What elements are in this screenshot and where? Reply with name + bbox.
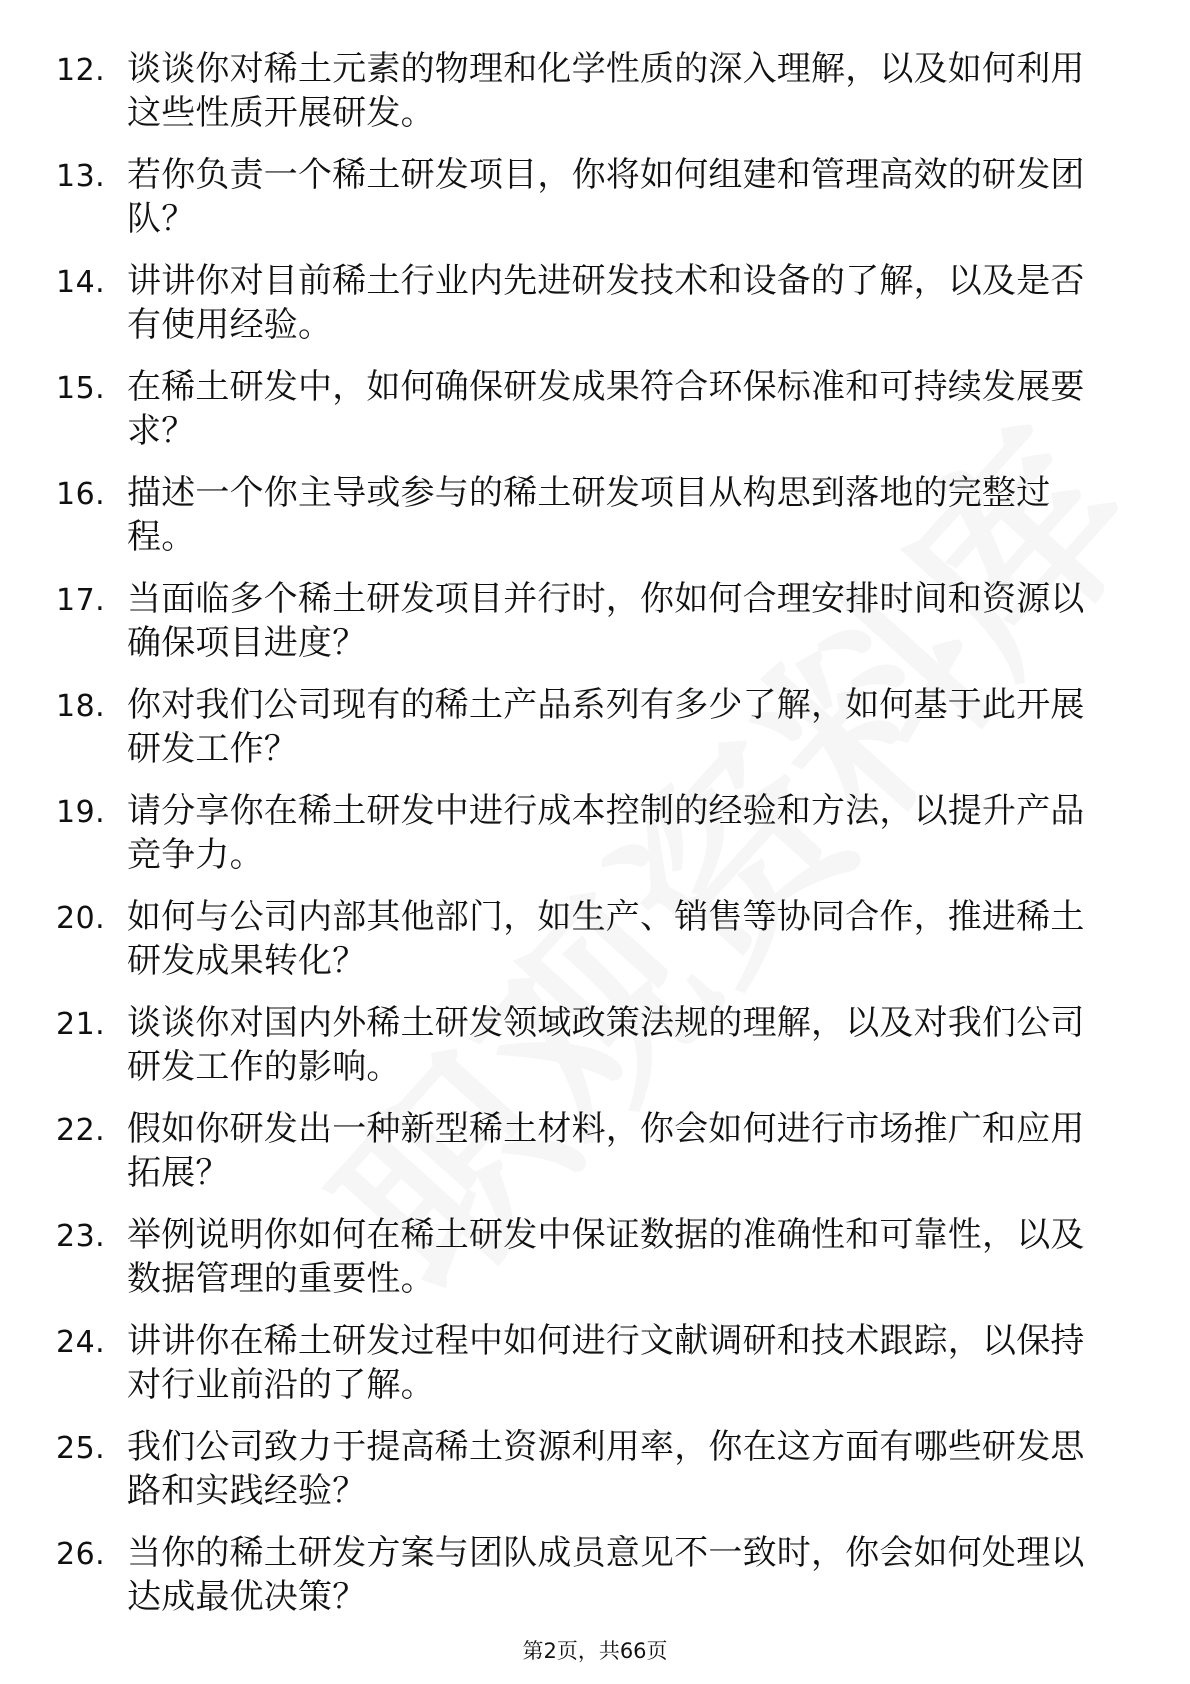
question-item bbox=[0, 257, 1190, 363]
page-footer: 第2页，共66页 bbox=[522, 1639, 668, 1663]
question-item bbox=[0, 363, 1190, 469]
question-text: 你对我们公司现有的稀土产品系列有多少了解，如何基于此开展研发工作？ bbox=[127, 685, 1085, 769]
question-number: 12. bbox=[56, 53, 106, 88]
question-item bbox=[0, 575, 1190, 681]
question-number: 24. bbox=[56, 1325, 106, 1360]
question-number: 16. bbox=[56, 477, 106, 512]
question-number: 18. bbox=[56, 689, 106, 724]
question-item bbox=[0, 469, 1190, 575]
question-item bbox=[0, 999, 1190, 1105]
question-text: 当你的稀土研发方案与团队成员意见不一致时，你会如何处理以达成最优决策？ bbox=[127, 1533, 1085, 1617]
question-text: 在稀土研发中，如何确保研发成果符合环保标准和可持续发展要求？ bbox=[127, 367, 1085, 451]
question-item bbox=[0, 893, 1190, 999]
question-item bbox=[0, 1317, 1190, 1423]
question-text: 当面临多个稀土研发项目并行时，你如何合理安排时间和资源以确保项目进度？ bbox=[127, 579, 1085, 663]
question-number: 20. bbox=[56, 901, 106, 936]
question-text: 谈谈你对国内外稀土研发领域政策法规的理解，以及对我们公司研发工作的影响。 bbox=[127, 1003, 1085, 1087]
question-text: 谈谈你对稀土元素的物理和化学性质的深入理解，以及如何利用这些性质开展研发。 bbox=[127, 49, 1085, 133]
question-number: 15. bbox=[56, 371, 106, 406]
question-list bbox=[0, 45, 1190, 1635]
question-number: 22. bbox=[56, 1113, 106, 1148]
question-text: 假如你研发出一种新型稀土材料，你会如何进行市场推广和应用拓展？ bbox=[127, 1109, 1085, 1193]
question-text: 如何与公司内部其他部门，如生产、销售等协同合作，推进稀土研发成果转化？ bbox=[127, 897, 1085, 981]
question-item bbox=[0, 1211, 1190, 1317]
question-number: 25. bbox=[56, 1431, 106, 1466]
question-text: 我们公司致力于提高稀土资源利用率，你在这方面有哪些研发思路和实践经验？ bbox=[127, 1427, 1085, 1511]
question-text: 若你负责一个稀土研发项目，你将如何组建和管理高效的研发团队？ bbox=[127, 155, 1085, 239]
question-text: 举例说明你如何在稀土研发中保证数据的准确性和可靠性，以及数据管理的重要性。 bbox=[127, 1215, 1085, 1299]
question-text: 请分享你在稀土研发中进行成本控制的经验和方法，以提升产品竞争力。 bbox=[127, 791, 1085, 875]
question-number: 19. bbox=[56, 795, 106, 830]
question-number: 17. bbox=[56, 583, 106, 618]
question-item bbox=[0, 151, 1190, 257]
question-number: 14. bbox=[56, 265, 106, 300]
question-item bbox=[0, 1529, 1190, 1635]
question-item bbox=[0, 681, 1190, 787]
question-item bbox=[0, 45, 1190, 151]
question-item bbox=[0, 787, 1190, 893]
question-number: 13. bbox=[56, 159, 106, 194]
question-text: 讲讲你对目前稀土行业内先进研发技术和设备的了解，以及是否有使用经验。 bbox=[127, 261, 1085, 345]
question-number: 21. bbox=[56, 1007, 106, 1042]
question-item bbox=[0, 1105, 1190, 1211]
question-text: 讲讲你在稀土研发过程中如何进行文献调研和技术跟踪，以保持对行业前沿的了解。 bbox=[127, 1321, 1085, 1405]
question-number: 26. bbox=[56, 1537, 106, 1572]
question-number: 23. bbox=[56, 1219, 106, 1254]
question-item bbox=[0, 1423, 1190, 1529]
question-text: 描述一个你主导或参与的稀土研发项目从构思到落地的完整过程。 bbox=[127, 473, 1051, 557]
